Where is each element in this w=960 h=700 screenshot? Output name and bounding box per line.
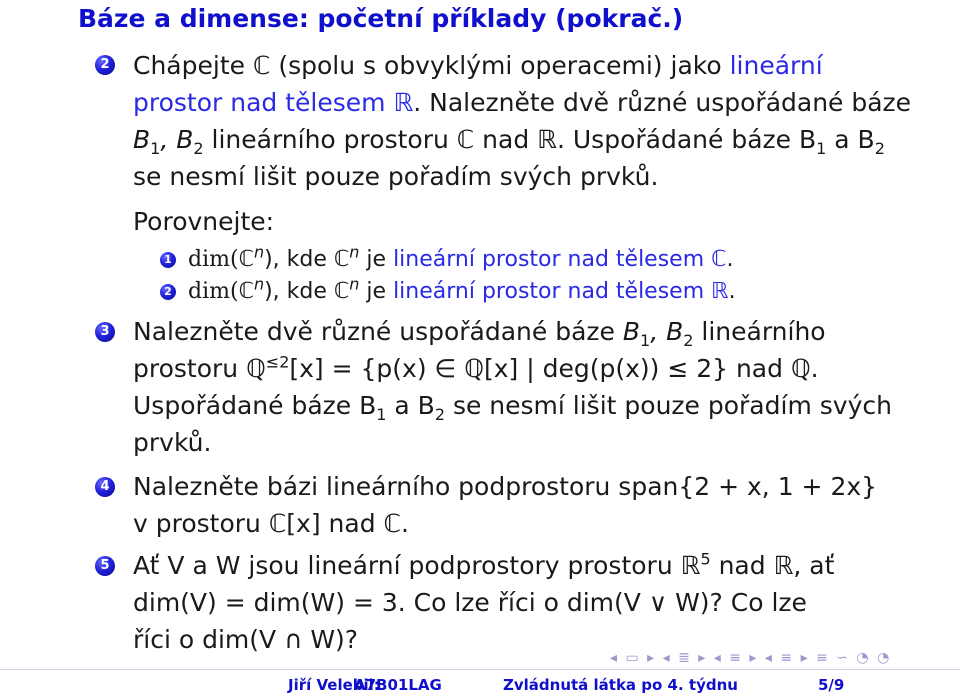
slide-title: Báze a dimense: početní příklady (pokrač.) (78, 4, 684, 33)
linear-space-link[interactable]: lineární prostor nad tělesem (393, 279, 712, 304)
exercise-2 (133, 47, 920, 195)
footer-author: Jiří Velebil: (288, 676, 380, 694)
exercise-4-line-1: Nalezněte bázi lineárního podprostoru span{2 + x, 1 + 2x} (133, 472, 878, 501)
exercise-3-line-4: prvků. (133, 428, 212, 457)
exercise-3-line-2: prostoru ℚ$^{\le 2}$[x] = {p(x) ∈ ℚ[x] | deg(p(x)) ≤ 2} nad ℚ. (133, 352, 819, 383)
item-number-3: 3 (95, 322, 115, 342)
exercise-4 (133, 468, 920, 542)
exercise-5-line-2: dim(V) = dim(W) = 3. Co lze říci o dim(V ∨ W)? Co lze (133, 588, 807, 617)
linear-space-link[interactable]: lineární prostor nad tělesem (393, 247, 712, 272)
linear-space-link[interactable]: lineární (729, 51, 823, 80)
exercise-2-line-3: $B_1$, $B_2$ lineárního prostoru ℂ nad ℝ. Uspořádané báze $B_1$ a $B_2$ (133, 125, 885, 158)
exercise-3 (133, 313, 920, 461)
exercise-3-line-3: Uspořádané báze $B_1$ a $B_2$ se nesmí lišit pouze pořadím svých (133, 391, 892, 424)
footer-page-number: 5/9 (818, 676, 845, 694)
footer-lecture: Zvládnutá látka po 4. týdnu (503, 676, 738, 694)
compare-item-1: dim(ℂ$^n$), kde ℂ$^n$ je lineární prostor nad tělesem ℂ. (188, 242, 734, 272)
navigation-icons[interactable]: ◂ ▭ ▸ ◂ ≣ ▸ ◂ ≡ ▸ ◂ ≡ ▸ ≡ ∽ ◔ ◔ (610, 650, 892, 666)
exercise-5-line-3: říci o dim(V ∩ W)? (133, 625, 359, 654)
item-number-4: 4 (95, 477, 115, 497)
sub-item-number-2: 2 (160, 284, 176, 300)
sub-item-number-1: 1 (160, 252, 176, 268)
exercise-5-line-1: Ať V a W jsou lineární podprostory prostoru ℝ$^5$ nad ℝ, ať (133, 549, 835, 580)
footer-bar (0, 669, 960, 700)
exercise-3-line-1: Nalezněte dvě různé uspořádané báze $B_1$, $B_2$ lineárního (133, 317, 826, 350)
exercise-4-line-2: v prostoru ℂ[x] nad ℂ. (133, 509, 409, 538)
compare-item-2: dim(ℂ$^n$), kde ℂ$^n$ je lineární prostor nad tělesem ℝ. (188, 274, 736, 304)
footer-course: A7B01LAG (354, 676, 442, 694)
exercise-2-line-4: se nesmí lišit pouze pořadím svých prvků. (133, 162, 659, 191)
exercise-2-line-2: prostor nad tělesem ℝ. Nalezněte dvě různé uspořádané báze (133, 88, 912, 117)
item-number-2: 2 (95, 55, 115, 75)
exercise-5 (133, 547, 920, 658)
exercise-2-line-1: Chápejte ℂ (spolu s obvyklými operacemi) jako lineární (133, 51, 823, 80)
compare-label: Porovnejte: (133, 207, 275, 236)
item-number-5: 5 (95, 556, 115, 576)
